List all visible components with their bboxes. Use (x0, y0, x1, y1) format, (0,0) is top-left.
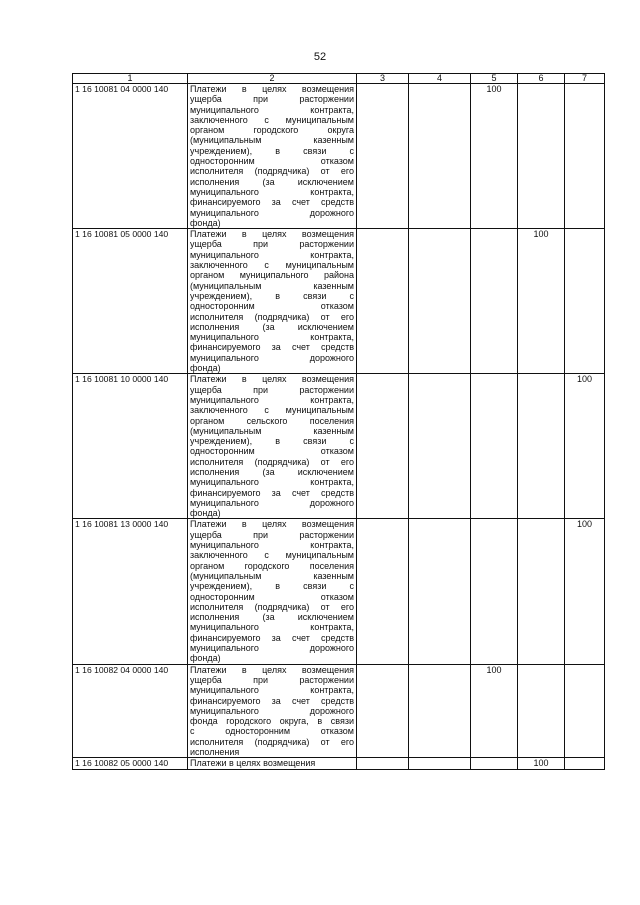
norm-cell-c5 (471, 519, 518, 664)
norm-cell-c5 (471, 758, 518, 770)
norm-cell-c6: 100 (518, 758, 565, 770)
description-cell (188, 664, 357, 758)
description-line: Платежи в целях возмещения (190, 758, 316, 769)
norm-cell-c4 (409, 758, 471, 770)
table-row (73, 519, 605, 664)
description-line: Платежи в целях возмещения (190, 229, 354, 240)
kbk-code-cell: 1 16 10081 10 0000 140 (73, 374, 188, 519)
description-line: фонда) (190, 508, 221, 519)
norm-cell-c5 (471, 229, 518, 374)
description-line: ущерба при расторжении (190, 529, 354, 540)
column-header: 7 (565, 74, 605, 84)
description-line: Платежи в целях возмещения (190, 664, 354, 675)
description-line: учреждением), в связи с (190, 290, 354, 301)
description-line: муниципального контракта, (190, 186, 354, 197)
description-line: финансируемого за счет средств (190, 695, 354, 706)
budget-classification-table (72, 73, 605, 770)
description-line: муниципального контракта, (190, 622, 354, 633)
description-line: органом муниципального района (190, 270, 354, 281)
description-line: муниципального контракта, (190, 394, 354, 405)
norm-cell-c3 (357, 664, 409, 758)
description-line: муниципального дорожного (190, 705, 354, 716)
page-number: 52 (313, 51, 327, 63)
norm-cell-c3 (357, 519, 409, 664)
description-line: заключенного с муниципальным (190, 114, 354, 125)
description-line: фонда) (190, 217, 221, 228)
description-line: Платежи в целях возмещения (190, 519, 354, 530)
norm-cell-c7: 100 (565, 519, 605, 664)
norm-cell-c4 (409, 84, 471, 229)
kbk-code-cell: 1 16 10081 13 0000 140 (73, 519, 188, 664)
description-line: ущерба при расторжении (190, 94, 354, 105)
description-line: исполнителя (подрядчика) от его (190, 166, 354, 177)
description-cell (188, 758, 357, 770)
description-line: ущерба при расторжении (190, 239, 354, 250)
description-line: фонда) (190, 653, 221, 664)
description-line: ущерба при расторжении (190, 674, 354, 685)
description-line: финансируемого за счет средств (190, 632, 354, 643)
norm-cell-c6 (518, 84, 565, 229)
norm-cell-c7 (565, 758, 605, 770)
description-line: учреждением), в связи с (190, 145, 354, 156)
norm-cell-c3 (357, 84, 409, 229)
column-header: 4 (409, 74, 471, 84)
description-line: учреждением), в связи с (190, 436, 354, 447)
table-row (73, 84, 605, 229)
column-number-row (73, 74, 605, 84)
description-line: односторонним отказом (190, 156, 354, 167)
description-line: финансируемого за счет средств (190, 487, 354, 498)
description-line: односторонним отказом (190, 446, 354, 457)
description-line: Платежи в целях возмещения (190, 84, 354, 94)
table-row (73, 374, 605, 519)
description-line: муниципального дорожного (190, 643, 354, 654)
description-line: муниципального контракта, (190, 477, 354, 488)
norm-cell-c6 (518, 374, 565, 519)
description-line: (муниципальным казенным (190, 425, 354, 436)
norm-cell-c5: 100 (471, 664, 518, 758)
norm-cell-c6 (518, 519, 565, 664)
table-body (73, 84, 605, 770)
description-cell (188, 229, 357, 374)
norm-cell-c4 (409, 229, 471, 374)
norm-cell-c3 (357, 229, 409, 374)
description-cell (188, 374, 357, 519)
kbk-code-cell: 1 16 10082 04 0000 140 (73, 664, 188, 758)
description-line: ущерба при расторжении (190, 384, 354, 395)
description-cell (188, 519, 357, 664)
norm-cell-c3 (357, 374, 409, 519)
description-line: исполнения (за исключением (190, 176, 354, 187)
description-line: исполнения (за исключением (190, 321, 354, 332)
description-line: муниципального контракта, (190, 685, 354, 696)
column-header: 1 (73, 74, 188, 84)
kbk-code-cell: 1 16 10082 05 0000 140 (73, 758, 188, 770)
description-line: заключенного с муниципальным (190, 260, 354, 271)
description-line: исполнения (за исключением (190, 466, 354, 477)
description-line: односторонним отказом (190, 591, 354, 602)
description-line: органом сельского поселения (190, 415, 354, 426)
table-row (73, 758, 605, 770)
description-line: исполнения (за исключением (190, 612, 354, 623)
description-line: односторонним отказом (190, 301, 354, 312)
description-line: учреждением), в связи с (190, 581, 354, 592)
description-line: исполнителя (подрядчика) от его (190, 311, 354, 322)
description-cell (188, 84, 357, 229)
norm-cell-c7 (565, 664, 605, 758)
norm-cell-c7 (565, 84, 605, 229)
description-line: (муниципальным казенным (190, 280, 354, 291)
norm-cell-c4 (409, 664, 471, 758)
description-line: органом городского округа (190, 125, 354, 136)
description-line: фонда городского округа, в связи (190, 716, 354, 727)
description-line: муниципального дорожного (190, 207, 354, 218)
norm-cell-c3 (357, 758, 409, 770)
description-line: исполнителя (подрядчика) от его (190, 456, 354, 467)
column-header: 3 (357, 74, 409, 84)
table-row (73, 229, 605, 374)
description-line: органом городского поселения (190, 560, 354, 571)
kbk-code-cell: 1 16 10081 04 0000 140 (73, 84, 188, 229)
norm-cell-c6 (518, 664, 565, 758)
description-line: муниципального контракта, (190, 332, 354, 343)
description-line: (муниципальным казенным (190, 135, 354, 146)
description-line: исполнителя (подрядчика) от его (190, 601, 354, 612)
description-line: финансируемого за счет средств (190, 342, 354, 353)
description-line: муниципального дорожного (190, 352, 354, 363)
description-line: муниципального дорожного (190, 497, 354, 508)
norm-cell-c4 (409, 374, 471, 519)
description-line: (муниципальным казенным (190, 570, 354, 581)
description-line: финансируемого за счет средств (190, 197, 354, 208)
description-line: исполнителя (подрядчика) от его (190, 736, 354, 747)
description-line: фонда) (190, 363, 221, 374)
column-header: 5 (471, 74, 518, 84)
description-line: заключенного с муниципальным (190, 405, 354, 416)
description-line: муниципального контракта, (190, 249, 354, 260)
table-row (73, 664, 605, 758)
description-line: с односторонним отказом (190, 726, 354, 737)
norm-cell-c7: 100 (565, 374, 605, 519)
norm-cell-c5: 100 (471, 84, 518, 229)
norm-cell-c6: 100 (518, 229, 565, 374)
norm-cell-c4 (409, 519, 471, 664)
description-line: исполнения (190, 747, 240, 757)
description-line: муниципального контракта, (190, 104, 354, 115)
kbk-code-cell: 1 16 10081 05 0000 140 (73, 229, 188, 374)
norm-cell-c5 (471, 374, 518, 519)
description-line: муниципального контракта, (190, 540, 354, 551)
column-header: 6 (518, 74, 565, 84)
description-line: Платежи в целях возмещения (190, 374, 354, 385)
norm-cell-c7 (565, 229, 605, 374)
column-header: 2 (188, 74, 357, 84)
description-line: заключенного с муниципальным (190, 550, 354, 561)
